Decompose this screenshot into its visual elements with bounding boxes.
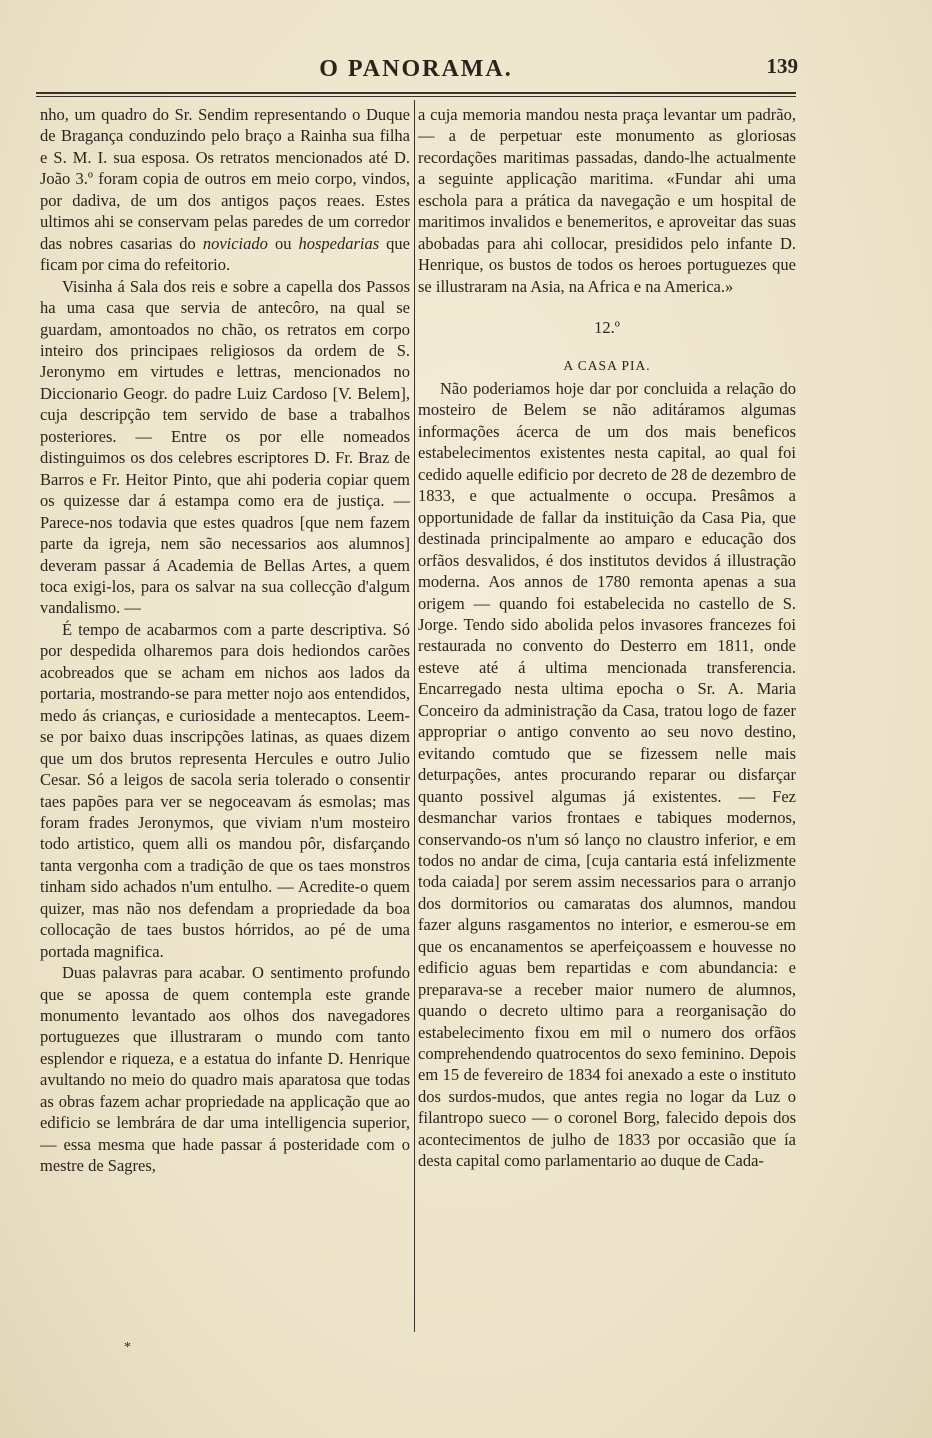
page-number: 139	[766, 54, 798, 78]
left-column	[40, 104, 410, 1177]
section-number: 12.º	[594, 318, 620, 338]
left-paragraph-1: nho, um quadro do Sr. Sendim representando o Duque de Bragança conduzindo pelo braço a Rainha sua filha e S. M. I. sua esposa. Os retratos mencionados até D. João 3.º foram copia de outros em meio corpo, vindos, por dadiva, de um dos antigos paços reaes. Estes ultimos ahi se conservam pelas paredes de um corredor das nobres casarias do noviciado ou hospedarias que ficam por cima do refeitorio.	[40, 105, 410, 275]
right-paragraph-1: a cuja memoria mandou nesta praça levantar um padrão, — a de perpetuar este monumento as gloriosas recordações maritimas passadas, dando-lhe actualmente a seguinte applicação maritima. «Fundar ahi uma eschola para a prática da navegação e um hospital de maritimos invalidos e benemeritos, e aproveitar das suas abobadas para ahi collocar, presididos pelo infante D. Henrique, os bustos de todos os heroes portuguezes que se illustraram na Asia, na Africa e na America.»	[418, 105, 796, 296]
right-column	[418, 104, 796, 1172]
right-paragraph-2: Não poderiamos hoje dar por concluida a relação do mosteiro de Belem se não aditáramos algumas informações ácerca de um dos mais beneficos estabelecimentos existentes nesta capital, ao qual foi cedido aquelle edificio por decreto de 28 de dezembro de 1833, e que actualmente o occupa. Presâmos a opportunidade de fallar da instituição da Casa Pia, que destinada principalmente ao amparo e educação dos orfãos desvalidos, é dos institutos devidos á illustração moderna. Aos annos de 1780 remonta apenas a sua origem — quando foi estabelecida no castello de S. Jorge. Tendo sido abolida pelos invasores francezes foi restaurada no convento do Desterro em 1811, onde esteve até á ultima mencionada transferencia. Encarregado nesta ultima epocha o Sr. A. Maria Conceiro da administração da Casa, tratou logo de fazer appropriar o antigo convento ao seu novo destino, evitando comtudo que se fizessem nelle mais deturpações, antes procurando reparar ou disfarçar quanto possivel algumas já existentes. — Fez desmanchar varios frontaes e tabiques modernos, conservando-os n'um só lanço no claustro inferior, e em todos no andar de cima, [cuja cantaria está infelizmente toda caiada] por serem assim necessarios para o arranjo dos dormitorios ou camaratas dos alumnos, mandou fazer alguns rasgamentos no interior, e esmerou-se em que os encanamentos se aperfeiçoassem e houvesse no edificio aguas bem repartidas e com abundancia: e preparava-se a receber maior numero de alumnos, quando o decreto ultimo para a reorganisação do estabelecimento fixou em mil o numero dos orfãos comprehendendo quatrocentos do sexo feminino. Depois em 15 de fevereiro de 1834 foi anexado a este o instituto dos surdos-mudos, que antes regia no logar da Luz o filantropo sueco — o coronel Borg, falecido depois dos acontecimentos de julho de 1833 por occasião que ía desta capital como parlamentario ao duque de Cada-	[418, 378, 796, 1171]
section-title: A CASA PIA.	[563, 357, 651, 373]
header-rule-thin	[36, 96, 796, 97]
column-divider	[414, 100, 415, 1332]
page-header	[36, 54, 796, 84]
publication-title: O PANORAMA.	[319, 56, 513, 82]
left-paragraph-2: Visinha á Sala dos reis e sobre a capella dos Passos ha uma casa que servia de antecôro, na qual se guardam, amontoados no chão, os retratos em corpo inteiro dos principaes religiosos da ordem de S. Jeronymo em virtudes e lettras, mencionados no Diccionario Geogr. do padre Luiz Cardoso [V. Belem], cuja descripção tem servido de base a trabalhos posteriores. — Entre os por elle nomeados distinguimos os dos celebres escriptores D. Fr. Braz de Barros e Fr. Heitor Pinto, que ahi poderia copiar quem os quizesse dar á estampa como era de justiça. — Parece-nos todavia que estes quadros [que nem fazem parte da igreja, nem são necessarios aos alumnos] deveram passar á Academia de Bellas Artes, a quem toca exigi-los, para os salvar na sua collecção d'algum vandalismo. —	[40, 276, 410, 618]
left-paragraph-3: É tempo de acabarmos com a parte descriptiva. Só por despedida olharemos para dois hediondos carões acobreados que se acham em nichos aos lados da portaria, mostrando-se para metter nojo aos entendidos, medo ás crianças, e curiosidade a mentecaptos. Leem-se por baixo duas inscripções latinas, as quaes dizem que um dos brutos representa Hercules e outro Julio Cesar. Só a leigos de sacola seria tolerado o consentir taes papões para ver se negoceavam ás esmolas; mas foram frades Jeronymos, que viviam n'um mosteiro todo artistico, quem alli os mandou pôr, disfarçando tanta vergonha com a tradição de que os taes monstros tinham sido achados n'um entulho. — Acredite-o quem quizer, mas não nos defendam a propriedade da boa collocação de taes bustos hórridos, ao pé de uma portada magnifica.	[40, 619, 410, 961]
header-rule	[36, 92, 796, 94]
left-paragraph-4: Duas palavras para acabar. O sentimento profundo que se apossa de quem contempla este grande monumento levantado aos olhos dos navegadores portuguezes que illustraram o mundo com tanto esplendor e riqueza, e a estatua do infante D. Henrique avultando no meio do quadro mais aparatosa que todas as obras fazem achar propriedade na applicação que ao edificio se lembrára de dar uma intelligencia superior, — essa mesma que hade passar á posteridade com o mestre de Sagres,	[40, 963, 410, 1176]
footnote-mark: *	[124, 1340, 131, 1355]
